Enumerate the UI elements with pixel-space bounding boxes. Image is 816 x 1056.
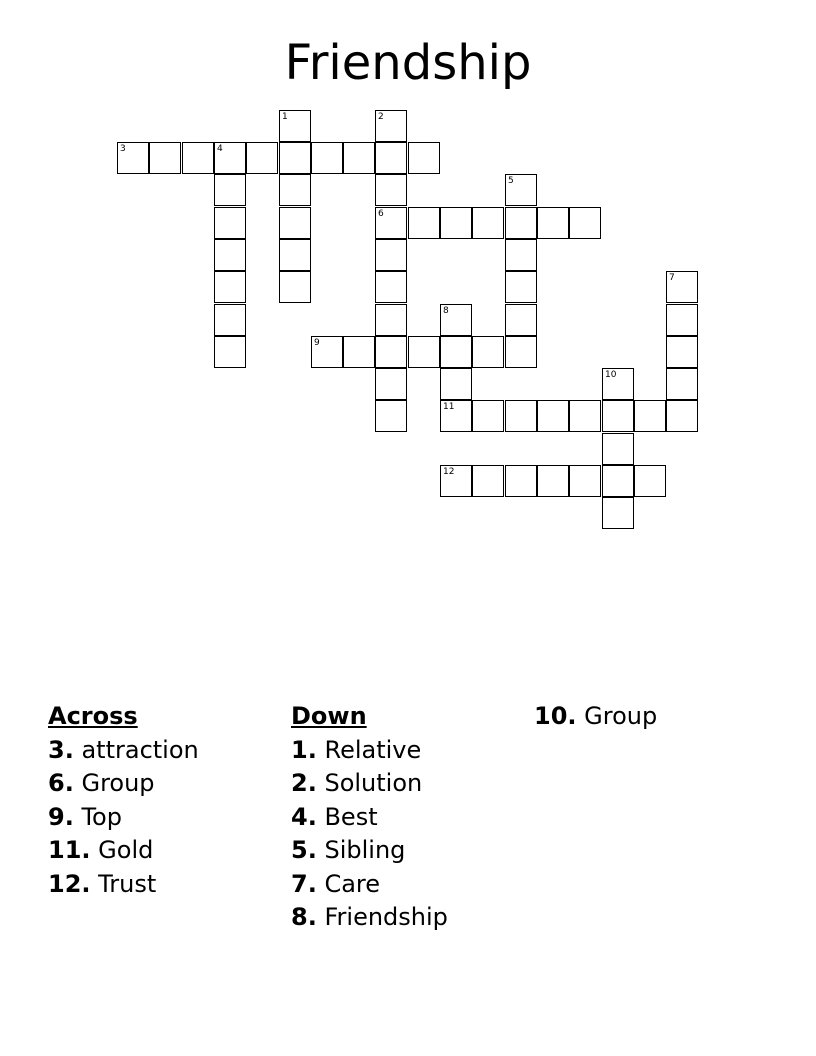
grid-cell[interactable] [634, 400, 666, 432]
grid-cell[interactable] [440, 400, 472, 432]
grid-cell[interactable] [505, 336, 537, 368]
grid-cell[interactable] [666, 271, 698, 303]
grid-cell[interactable] [279, 174, 311, 206]
grid-cell[interactable] [505, 271, 537, 303]
clue-number: 2 [378, 112, 384, 122]
grid-cell[interactable] [343, 336, 375, 368]
clue-down-7: 7. Care [291, 869, 381, 898]
grid-cell[interactable] [505, 207, 537, 239]
grid-cell[interactable] [279, 110, 311, 142]
grid-cell[interactable] [440, 304, 472, 336]
grid-cell[interactable] [214, 239, 246, 271]
grid-cell[interactable] [666, 400, 698, 432]
grid-cell[interactable] [117, 142, 149, 174]
clue-number: 6 [378, 209, 384, 219]
grid-cell[interactable] [537, 465, 569, 497]
grid-cell[interactable] [343, 142, 375, 174]
grid-cell[interactable] [279, 271, 311, 303]
grid-cell[interactable] [440, 368, 472, 400]
clue-across-6: 6. Group [48, 769, 155, 797]
grid-cell[interactable] [214, 336, 246, 368]
clue-number: 3 [120, 144, 126, 154]
clue-across-12: 12. Trust [48, 869, 157, 898]
clue-number: 9 [314, 338, 320, 348]
grid-cell[interactable] [440, 465, 472, 497]
clue-number: 10 [605, 370, 617, 380]
grid-cell[interactable] [666, 336, 698, 368]
grid-cell[interactable] [505, 174, 537, 206]
grid-cell[interactable] [375, 142, 407, 174]
grid-cell[interactable] [666, 368, 698, 400]
clue-down-8: 8. Friendship [291, 903, 448, 931]
grid-cell[interactable] [408, 142, 440, 174]
grid-cell[interactable] [375, 304, 407, 336]
grid-cell[interactable] [634, 465, 666, 497]
grid-cell[interactable] [408, 207, 440, 239]
grid-cell[interactable] [182, 142, 214, 174]
grid-cell[interactable] [505, 465, 537, 497]
clue-number: 4 [217, 144, 223, 154]
grid-cell[interactable] [472, 465, 504, 497]
clue-across-3: 3. attraction [48, 735, 199, 764]
grid-cell[interactable] [311, 142, 343, 174]
clue-across-11: 11. Gold [48, 836, 154, 864]
clue-number: 11 [443, 402, 455, 412]
grid-cell[interactable] [214, 207, 246, 239]
across-clues [48, 700, 199, 901]
grid-cell[interactable] [505, 400, 537, 432]
clue-down-4: 4. Best [291, 802, 378, 831]
grid-cell[interactable] [375, 400, 407, 432]
grid-cell[interactable] [214, 174, 246, 206]
grid-cell[interactable] [214, 271, 246, 303]
grid-cell[interactable] [472, 207, 504, 239]
across-heading: Across [48, 702, 138, 730]
clue-down-10: 10. Group [534, 702, 658, 730]
grid-cell[interactable] [537, 207, 569, 239]
clue-number: 5 [508, 176, 514, 186]
clue-number: 8 [443, 306, 449, 316]
grid-cell[interactable] [602, 497, 634, 529]
grid-cell[interactable] [246, 142, 278, 174]
down-heading: Down [291, 702, 367, 730]
clue-down-2: 2. Solution [291, 769, 423, 797]
grid-cell[interactable] [472, 400, 504, 432]
clue-number: 12 [443, 467, 455, 477]
grid-cell[interactable] [214, 142, 246, 174]
grid-cell[interactable] [375, 174, 407, 206]
grid-cell[interactable] [602, 368, 634, 400]
grid-cell[interactable] [602, 433, 634, 465]
clue-number: 1 [282, 112, 288, 122]
clue-across-9: 9. Top [48, 802, 122, 831]
grid-cell[interactable] [279, 239, 311, 271]
grid-cell[interactable] [375, 271, 407, 303]
clue-down-5: 5. Sibling [291, 836, 406, 864]
grid-cell[interactable] [375, 368, 407, 400]
grid-cell[interactable] [505, 239, 537, 271]
down-clues-continued [534, 700, 657, 734]
page-title: Friendship [284, 35, 532, 91]
grid-cell[interactable] [149, 142, 181, 174]
grid-cell[interactable] [214, 304, 246, 336]
grid-cell[interactable] [569, 207, 601, 239]
grid-cell[interactable] [569, 465, 601, 497]
grid-cell[interactable] [602, 465, 634, 497]
grid-cell[interactable] [537, 400, 569, 432]
grid-cell[interactable] [375, 110, 407, 142]
grid-cell[interactable] [279, 207, 311, 239]
grid-cell[interactable] [440, 336, 472, 368]
grid-cell[interactable] [569, 400, 601, 432]
grid-cell[interactable] [472, 336, 504, 368]
grid-cell[interactable] [375, 239, 407, 271]
grid-cell[interactable] [505, 304, 537, 336]
grid-cell[interactable] [279, 142, 311, 174]
grid-cell[interactable] [375, 207, 407, 239]
grid-cell[interactable] [311, 336, 343, 368]
down-clues [291, 700, 448, 935]
grid-cell[interactable] [440, 207, 472, 239]
grid-cell[interactable] [666, 304, 698, 336]
grid-cell[interactable] [408, 336, 440, 368]
grid-cell[interactable] [375, 336, 407, 368]
clue-down-1: 1. Relative [291, 735, 422, 764]
grid-cell[interactable] [602, 400, 634, 432]
clue-number: 7 [669, 273, 675, 283]
